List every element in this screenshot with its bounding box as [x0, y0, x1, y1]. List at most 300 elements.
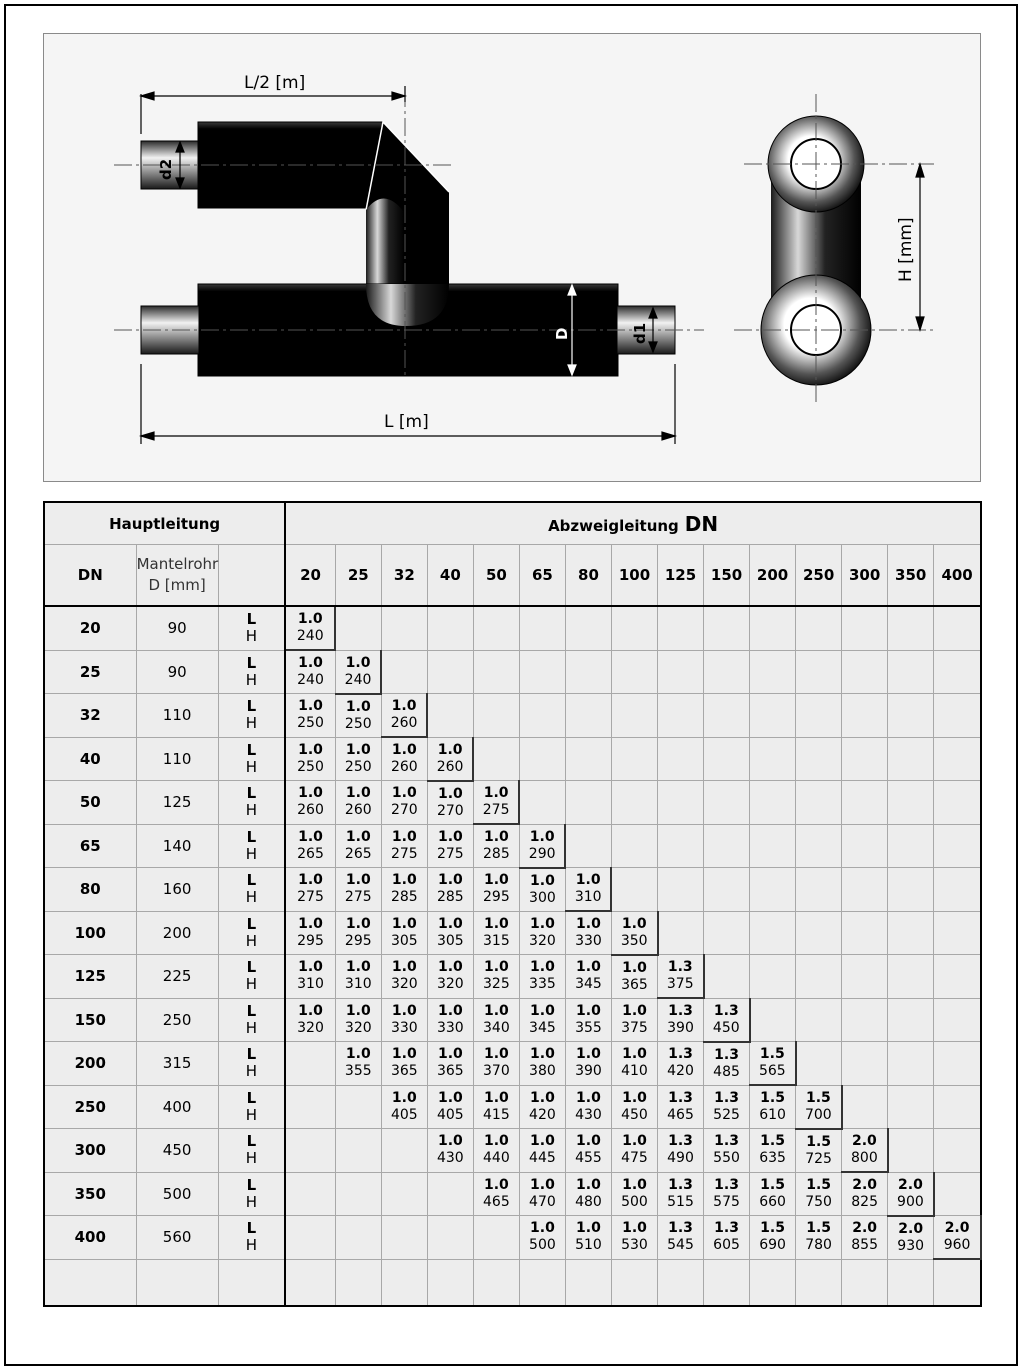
empty-cell [473, 1216, 519, 1260]
empty-cell [888, 955, 934, 999]
cell-length-value: 1.3 [714, 1046, 739, 1063]
cell-dn300-branch200 [750, 1129, 796, 1173]
empty-cell [285, 1129, 335, 1173]
cell-dn80-branch32 [381, 868, 427, 912]
cell-dn250-branch40 [427, 1085, 473, 1129]
cell-dn300-branch65 [519, 1129, 565, 1173]
column-header-dn-32: 32 [381, 545, 427, 607]
empty-cell [842, 781, 888, 825]
header-main-line: Hauptleitung [44, 502, 285, 545]
cell-height-value: 470 [529, 1193, 556, 1210]
cell-length-value: 1.5 [806, 1176, 832, 1193]
empty-cell [611, 868, 657, 912]
cell-dn350-branch125 [658, 1172, 704, 1216]
row-l-label: L [246, 610, 257, 629]
empty-cell [704, 955, 750, 999]
row-lh-labels [218, 781, 285, 825]
row-mantel-d: 90 [136, 606, 218, 650]
cell-length-value: 1.5 [760, 1176, 785, 1193]
cell-dn25-branch20 [285, 650, 335, 694]
cell-height-value: 455 [575, 1150, 602, 1167]
cell-length-value: 1.0 [391, 1089, 417, 1106]
cell-height-value: 275 [436, 845, 464, 862]
row-lh-labels [218, 868, 285, 912]
cell-dn150-branch32 [381, 998, 427, 1042]
cell-dn40-branch40 [427, 737, 473, 781]
empty-cell [842, 824, 888, 868]
empty-cell [704, 650, 750, 694]
row-h-label: H [245, 844, 258, 863]
cell-length-value: 1.0 [391, 959, 417, 976]
cell-length-value: 1.0 [298, 959, 323, 976]
empty-cell [565, 1259, 611, 1306]
empty-cell [704, 911, 750, 955]
row-l-label: L [246, 1045, 257, 1064]
row-l-label: L [246, 827, 257, 846]
empty-cell [750, 911, 796, 955]
cell-dn300-branch40 [427, 1129, 473, 1173]
empty-cell [888, 781, 934, 825]
empty-cell [888, 868, 934, 912]
cell-length-value: 1.0 [345, 828, 371, 845]
empty-cell [285, 1216, 335, 1260]
cell-dn250-branch125 [658, 1085, 704, 1129]
cell-dn80-branch20 [285, 868, 335, 912]
empty-cell [704, 781, 750, 825]
empty-cell [427, 694, 473, 738]
cell-height-value: 365 [390, 1063, 418, 1080]
row-mantel-d: 250 [136, 998, 218, 1042]
cell-dn65-branch20 [285, 824, 335, 868]
empty-cell [796, 606, 842, 650]
cell-height-value: 375 [621, 1019, 648, 1036]
cell-length-value: 1.3 [667, 959, 693, 975]
cell-height-value: 260 [436, 758, 464, 775]
empty-cell [658, 911, 704, 955]
empty-cell [934, 868, 981, 912]
empty-cell [888, 998, 934, 1042]
cell-length-value: 1.0 [437, 1089, 463, 1106]
empty-cell [934, 606, 981, 650]
cell-dn200-branch80 [565, 1042, 611, 1086]
dim-d-label: D [553, 327, 571, 340]
row-mantel-d: 225 [136, 955, 218, 999]
empty-cell [473, 1259, 519, 1306]
cell-length-value: 1.0 [391, 828, 417, 845]
empty-cell [611, 781, 657, 825]
cell-height-value: 390 [667, 1020, 694, 1036]
cell-dn400-branch80 [565, 1216, 611, 1260]
table-row [44, 824, 981, 868]
cell-length-value: 1.0 [530, 1133, 555, 1150]
empty-cell [658, 650, 704, 694]
empty-cell [750, 1259, 796, 1306]
empty-cell [934, 955, 981, 999]
cell-dn100-branch65 [519, 911, 565, 955]
table-row [44, 650, 981, 694]
cell-dn80-branch25 [335, 868, 381, 912]
empty-cell [888, 650, 934, 694]
cell-height-value: 530 [621, 1237, 648, 1254]
cell-height-value: 275 [390, 845, 418, 862]
column-header-dn-125: 125 [658, 545, 704, 607]
table-row [44, 1216, 981, 1260]
cell-length-value: 1.0 [530, 1046, 555, 1063]
cell-length-value: 1.0 [345, 1002, 371, 1019]
cell-dn200-branch125 [658, 1042, 704, 1086]
cell-dn350-branch150 [704, 1172, 750, 1216]
cell-height-value: 300 [529, 889, 556, 906]
cell-height-value: 430 [575, 1106, 602, 1123]
dim-d1-label: d1 [631, 322, 649, 344]
empty-cell [44, 1259, 136, 1306]
cell-length-value: 1.0 [530, 959, 555, 976]
row-mantel-d: 315 [136, 1042, 218, 1086]
row-l-label: L [246, 958, 257, 977]
table-row [44, 694, 981, 738]
cell-height-value: 260 [297, 802, 324, 819]
table-row [44, 998, 981, 1042]
cell-dn20-branch20 [285, 606, 335, 650]
cell-dn80-branch40 [427, 868, 473, 912]
empty-cell [381, 1216, 427, 1260]
row-h-label: H [245, 1149, 258, 1168]
cell-dn150-branch65 [519, 998, 565, 1042]
cell-dn65-branch50 [473, 824, 519, 868]
cell-length-value: 1.0 [622, 1133, 647, 1150]
empty-cell [658, 868, 704, 912]
cell-height-value: 270 [390, 802, 418, 819]
cell-length-value: 1.3 [668, 1089, 693, 1106]
row-h-label: H [245, 1062, 258, 1081]
row-mantel-d: 400 [136, 1085, 218, 1129]
empty-cell [750, 998, 796, 1042]
header-mantel [136, 545, 218, 607]
empty-cell [750, 606, 796, 650]
row-mantel-d: 110 [136, 737, 218, 781]
table-row [44, 1042, 981, 1086]
empty-cell [335, 1129, 381, 1173]
column-header-dn-40: 40 [427, 545, 473, 607]
cell-height-value: 465 [667, 1106, 694, 1123]
row-dn: 250 [44, 1085, 136, 1129]
cell-height-value: 605 [713, 1237, 740, 1254]
header-mantel-line1: Mantelrohr [136, 555, 219, 573]
cell-dn150-branch150 [704, 998, 750, 1042]
cell-dn32-branch32 [381, 694, 427, 738]
cell-dn100-branch32 [381, 911, 427, 955]
cell-length-value: 1.5 [759, 1046, 785, 1062]
cell-dn50-branch40 [427, 781, 473, 825]
dim-l-label: L [m] [384, 412, 429, 432]
cell-length-value: 2.0 [852, 1220, 878, 1237]
empty-cell [934, 694, 981, 738]
cell-dn125-branch125 [658, 955, 704, 999]
cell-height-value: 550 [713, 1150, 740, 1167]
row-mantel-d: 140 [136, 824, 218, 868]
cell-dn200-branch65 [519, 1042, 565, 1086]
cell-dn150-branch50 [473, 998, 519, 1042]
empty-cell [611, 606, 657, 650]
column-header-dn-200: 200 [750, 545, 796, 607]
cell-height-value: 365 [436, 1063, 464, 1080]
cell-height-value: 310 [297, 976, 324, 993]
empty-cell [842, 694, 888, 738]
table-row [44, 781, 981, 825]
cell-height-value: 320 [436, 976, 464, 993]
cell-height-value: 420 [529, 1106, 556, 1123]
cell-dn80-branch80 [565, 868, 611, 912]
cell-length-value: 1.0 [530, 1220, 555, 1237]
cell-length-value: 1.3 [714, 1176, 739, 1193]
cell-length-value: 1.0 [483, 1176, 509, 1193]
empty-cell [796, 911, 842, 955]
cell-length-value: 1.3 [714, 1133, 739, 1150]
cell-dn40-branch20 [285, 737, 335, 781]
empty-cell [658, 606, 704, 650]
row-h-label: H [245, 1105, 258, 1124]
cell-length-value: 1.3 [668, 1003, 693, 1019]
empty-cell [136, 1259, 218, 1306]
cell-length-value: 1.0 [298, 741, 323, 758]
row-l-label: L [246, 914, 257, 933]
row-mantel-d: 90 [136, 650, 218, 694]
cell-length-value: 1.0 [345, 785, 371, 802]
table-row [44, 1085, 981, 1129]
cell-length-value: 1.0 [298, 1002, 323, 1019]
cell-dn250-branch100 [611, 1085, 657, 1129]
cell-length-value: 1.3 [668, 1220, 693, 1237]
empty-cell [796, 737, 842, 781]
column-header-dn-350: 350 [888, 545, 934, 607]
row-h-label: H [245, 670, 258, 689]
cell-length-value: 1.0 [576, 1133, 601, 1150]
cell-height-value: 480 [575, 1193, 602, 1210]
empty-cell [796, 824, 842, 868]
empty-cell [704, 1259, 750, 1306]
row-l-label: L [246, 1219, 257, 1238]
header-branch-line [285, 502, 981, 545]
empty-cell [381, 650, 427, 694]
cell-length-value: 1.0 [437, 915, 463, 932]
cell-dn300-branch80 [565, 1129, 611, 1173]
empty-cell [658, 1259, 704, 1306]
cell-length-value: 1.0 [345, 741, 371, 758]
empty-cell [934, 737, 981, 781]
empty-cell [750, 694, 796, 738]
row-lh-labels [218, 955, 285, 999]
cell-dn400-branch200 [750, 1216, 796, 1260]
row-h-label: H [245, 801, 258, 820]
cell-length-value: 1.0 [530, 1002, 555, 1019]
cell-dn50-branch32 [381, 781, 427, 825]
cell-dn350-branch80 [565, 1172, 611, 1216]
table-row [44, 955, 981, 999]
empty-cell [842, 868, 888, 912]
cell-height-value: 380 [529, 1063, 556, 1080]
empty-cell [658, 737, 704, 781]
header-mantel-line2: D [mm] [148, 576, 206, 594]
row-dn: 80 [44, 868, 136, 912]
cell-height-value: 390 [575, 1063, 602, 1080]
column-header-dn-400: 400 [934, 545, 981, 607]
empty-cell [565, 606, 611, 650]
cell-length-value: 1.0 [437, 1046, 463, 1063]
empty-cell [888, 824, 934, 868]
empty-cell [381, 606, 427, 650]
cell-height-value: 275 [297, 889, 324, 906]
cell-height-value: 960 [943, 1237, 971, 1253]
cell-length-value: 1.0 [345, 915, 371, 932]
cell-dn100-branch25 [335, 911, 381, 955]
empty-cell [934, 1129, 981, 1173]
empty-cell [285, 1042, 335, 1086]
empty-cell [842, 737, 888, 781]
cell-dn100-branch20 [285, 911, 335, 955]
cell-dn200-branch25 [335, 1042, 381, 1086]
cell-dn250-branch32 [381, 1085, 427, 1129]
row-lh-labels [218, 911, 285, 955]
empty-cell [842, 911, 888, 955]
cell-height-value: 295 [297, 932, 324, 949]
empty-cell [796, 955, 842, 999]
cell-dn200-branch200 [750, 1042, 796, 1086]
empty-cell [519, 781, 565, 825]
empty-cell [427, 650, 473, 694]
cell-height-value: 240 [344, 671, 372, 688]
cell-dn250-branch80 [565, 1085, 611, 1129]
empty-cell [335, 1216, 381, 1260]
empty-cell [796, 781, 842, 825]
cell-height-value: 750 [805, 1193, 832, 1210]
row-l-label: L [246, 1088, 257, 1107]
cell-dn125-branch32 [381, 955, 427, 999]
cell-length-value: 1.0 [622, 1046, 647, 1063]
cell-length-value: 1.0 [437, 1002, 463, 1019]
cell-dn100-branch80 [565, 911, 611, 955]
cell-length-value: 1.5 [805, 1089, 831, 1106]
row-l-label: L [246, 1175, 257, 1194]
empty-cell [285, 1259, 335, 1306]
row-l-label: L [246, 1001, 257, 1020]
cell-length-value: 1.0 [483, 872, 509, 889]
empty-cell [888, 1259, 934, 1306]
empty-cell [888, 737, 934, 781]
cell-height-value: 485 [713, 1063, 740, 1080]
column-header-dn-100: 100 [611, 545, 657, 607]
empty-cell [565, 781, 611, 825]
cell-height-value: 320 [390, 976, 418, 993]
empty-cell [565, 824, 611, 868]
cell-dn25-branch25 [335, 650, 381, 694]
empty-cell [611, 650, 657, 694]
empty-cell [519, 1259, 565, 1306]
empty-cell [473, 650, 519, 694]
cell-height-value: 330 [390, 1019, 418, 1036]
cell-height-value: 780 [805, 1237, 832, 1254]
cell-height-value: 350 [620, 932, 648, 949]
row-h-label: H [245, 1236, 258, 1255]
empty-cell [934, 911, 981, 955]
table-row [44, 911, 981, 955]
empty-cell [704, 694, 750, 738]
cell-length-value: 1.0 [576, 1046, 601, 1063]
cell-height-value: 285 [436, 889, 464, 906]
cell-length-value: 1.5 [806, 1133, 832, 1150]
cell-height-value: 420 [667, 1063, 694, 1080]
empty-cell [658, 824, 704, 868]
cell-height-value: 310 [574, 889, 602, 905]
cell-length-value: 1.0 [530, 915, 555, 932]
column-header-dn-80: 80 [565, 545, 611, 607]
table-row [44, 1129, 981, 1173]
empty-cell [934, 998, 981, 1042]
cell-dn100-branch50 [473, 911, 519, 955]
cell-height-value: 295 [483, 889, 510, 906]
empty-cell [427, 1216, 473, 1260]
cell-length-value: 1.0 [298, 698, 323, 715]
empty-cell [888, 911, 934, 955]
cell-length-value: 2.0 [852, 1177, 878, 1193]
cell-height-value: 490 [667, 1150, 694, 1167]
cell-dn65-branch65 [519, 824, 565, 868]
cell-dn65-branch25 [335, 824, 381, 868]
empty-cell [888, 1129, 934, 1173]
empty-cell [796, 1259, 842, 1306]
cell-height-value: 450 [712, 1019, 740, 1036]
cell-height-value: 500 [621, 1193, 648, 1210]
row-l-label: L [246, 784, 257, 803]
cell-dn300-branch125 [658, 1129, 704, 1173]
cell-length-value: 1.0 [391, 1002, 417, 1019]
row-lh-labels [218, 1042, 285, 1086]
cell-length-value: 1.5 [806, 1220, 832, 1237]
header-branch-label: Abzweigleitung [548, 516, 679, 535]
cell-height-value: 415 [483, 1106, 510, 1123]
cell-height-value: 725 [805, 1150, 832, 1167]
cell-height-value: 265 [297, 845, 324, 862]
table-footer-row [44, 1259, 981, 1306]
cell-dn350-branch100 [611, 1172, 657, 1216]
empty-cell [473, 694, 519, 738]
empty-cell [842, 1042, 888, 1086]
cell-height-value: 305 [436, 932, 464, 949]
cell-length-value: 1.0 [529, 828, 555, 845]
cell-length-value: 2.0 [898, 1176, 923, 1193]
table-row [44, 606, 981, 650]
cell-height-value: 250 [297, 758, 324, 775]
cell-height-value: 315 [483, 932, 510, 949]
empty-cell [934, 1042, 981, 1086]
cell-dn150-branch100 [611, 998, 657, 1042]
row-mantel-d: 450 [136, 1129, 218, 1173]
row-l-label: L [246, 653, 257, 672]
empty-cell [750, 781, 796, 825]
empty-cell [335, 1172, 381, 1216]
cell-dn200-branch100 [611, 1042, 657, 1086]
cell-dn150-branch125 [658, 998, 704, 1042]
cell-dn250-branch250 [796, 1085, 842, 1129]
cell-length-value: 1.0 [622, 1089, 647, 1106]
cell-dn125-branch40 [427, 955, 473, 999]
table-row [44, 868, 981, 912]
cell-height-value: 320 [297, 1019, 324, 1036]
empty-cell [796, 868, 842, 912]
cell-height-value: 450 [621, 1106, 648, 1123]
cell-dn80-branch50 [473, 868, 519, 912]
empty-cell [796, 650, 842, 694]
cell-dn100-branch100 [611, 911, 657, 955]
